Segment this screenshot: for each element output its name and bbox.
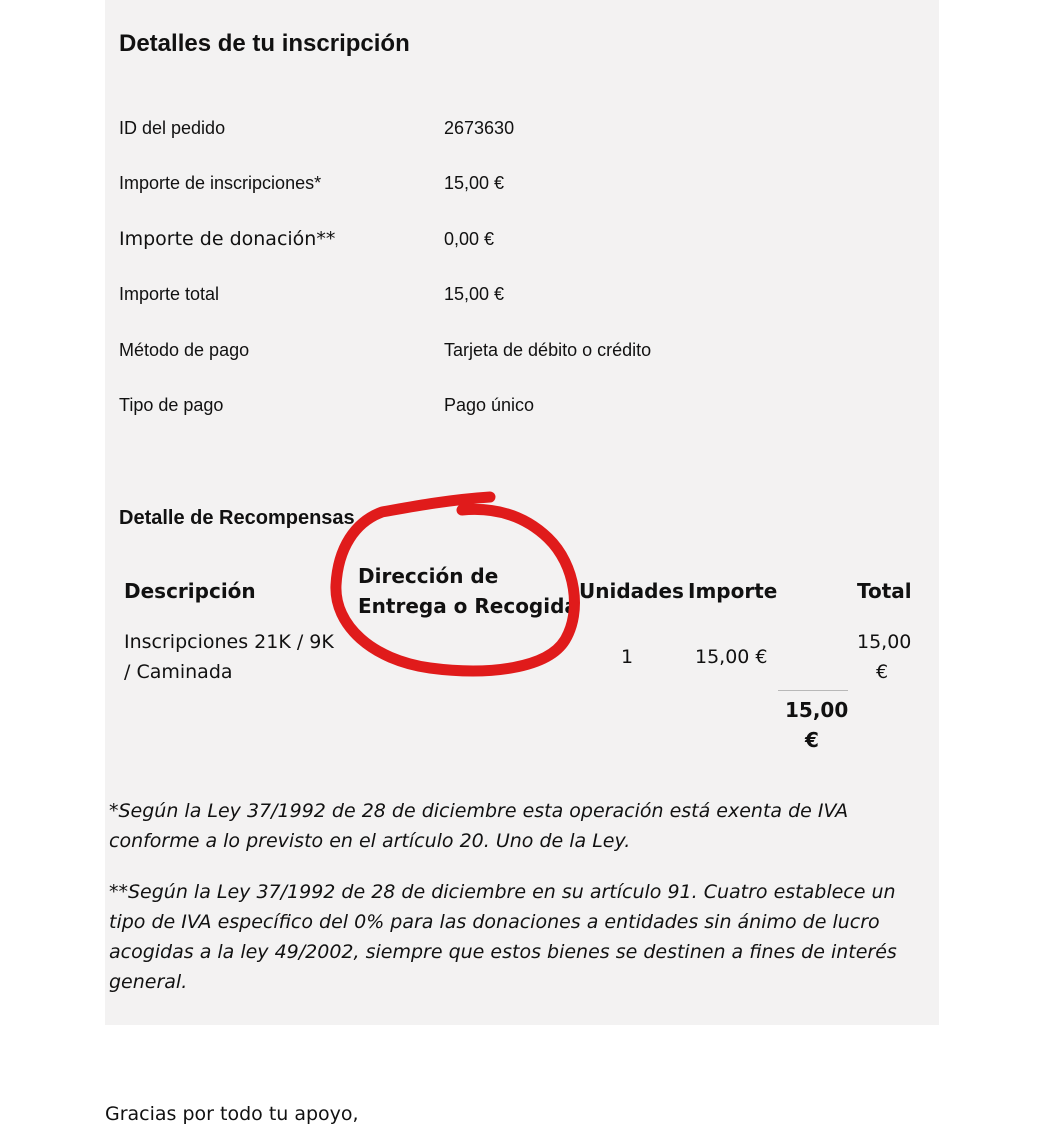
column-header-total: Total [857,579,912,603]
donation-amount-label: Importe de donación** [119,228,336,250]
total-divider [778,690,848,691]
column-header-description: Descripción [124,579,256,603]
donation-vat-note: **Según la Ley 37/1992 de 28 de diciembre en su artículo 91. Cuatro establece un tipo de IVA específico del 0% para las donaciones a entidades sin ánimo de lucro acogidas a la ley 49/2002, siempre que estos bienes se destinen a fines de interés general. [109,881,897,993]
order-id-value: 2673630 [444,118,515,138]
column-header-address-line2: Entrega o Recogida [358,594,578,618]
payment-method-label: Método de pago [119,340,250,360]
grand-total-line1: 15,00 [785,698,849,722]
thanks-message: Gracias por todo tu apoyo, [105,1103,359,1125]
item-total-line1: 15,00 [857,631,912,653]
item-amount: 15,00 € [695,646,768,668]
details-title: Detalles de tu inscripción [119,30,410,57]
item-description-line1: Inscripciones 21K / 9K [124,631,334,653]
column-header-units: Unidades [579,579,684,603]
item-description-line2: / Caminada [124,661,233,683]
registration-amount-value: 15,00 € [444,173,505,193]
vat-exemption-note: *Según la Ley 37/1992 de 28 de diciembre esta operación está exenta de IVA conforme a lo previsto en el artículo 20. Uno de la Ley. [109,800,849,852]
rewards-title: Detalle de Recompensas [119,507,355,529]
item-units: 1 [621,646,634,668]
grand-total-line2: € [805,728,819,752]
column-header-amount: Importe [688,579,778,603]
total-amount-label: Importe total [119,284,220,304]
payment-method-value: Tarjeta de débito o crédito [444,340,652,360]
item-total-line2: € [876,661,889,683]
registration-details-panel [105,0,939,1025]
payment-type-value: Pago único [444,395,535,415]
order-id-label: ID del pedido [119,118,226,138]
donation-amount-value: 0,00 € [444,229,495,249]
total-amount-value: 15,00 € [444,284,505,304]
registration-amount-label: Importe de inscripciones* [119,173,322,193]
column-header-address-line1: Dirección de [358,564,499,588]
payment-type-label: Tipo de pago [119,395,224,415]
